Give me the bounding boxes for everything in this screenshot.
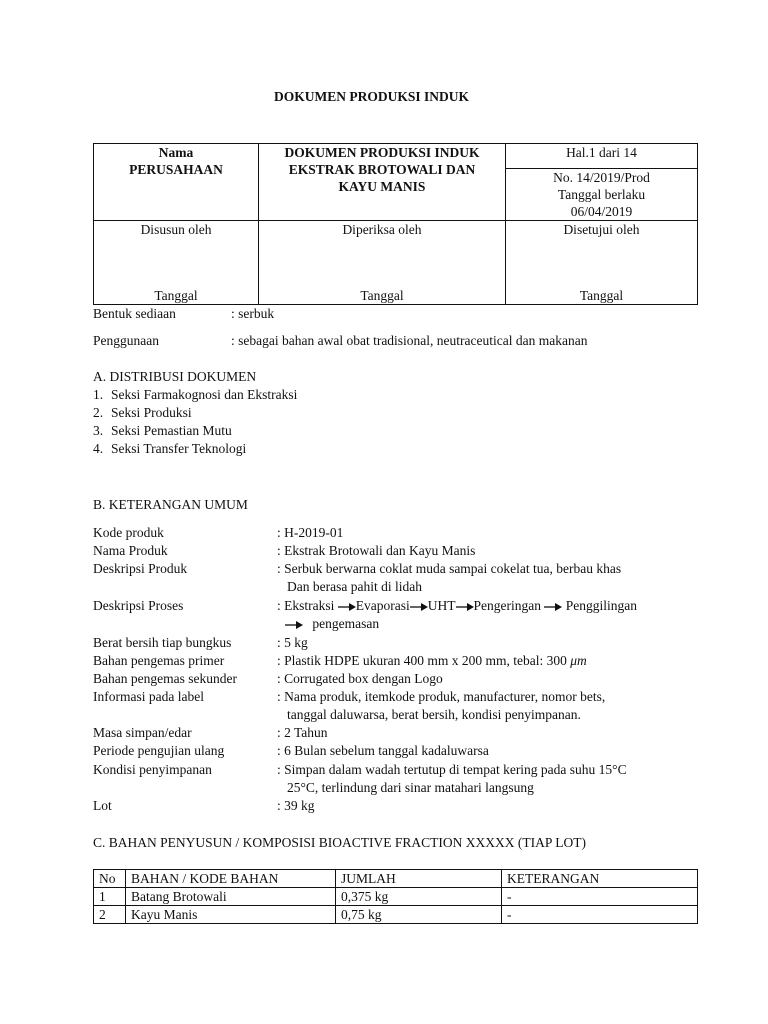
company-label-2: PERUSAHAAN (129, 162, 223, 177)
form-value: : serbuk (231, 306, 275, 321)
approved-date-label: Tanggal (579, 288, 624, 303)
list-item-num: 3. (93, 423, 104, 438)
document-title: DOKUMEN PRODUKSI INDUK (274, 89, 470, 104)
periode-value: : 6 Bulan sebelum tanggal kadaluwarsa (277, 743, 489, 758)
approved-by-cell (506, 221, 698, 305)
list-item-num: 4. (93, 441, 104, 456)
deskripsi-value-1: : Serbuk berwarna coklat muda sampai cokelat tua, berbau khas (277, 561, 622, 576)
prepared-by-cell (94, 221, 259, 305)
proses-step: Evaporasi (355, 598, 410, 613)
doc-number: No. 14/2019/Prod (553, 170, 650, 185)
berat-label: Berat bersih tiap bungkus (93, 635, 232, 650)
arrow-right-icon (410, 602, 428, 612)
nama-label: Nama Produk (93, 543, 168, 558)
table-row (94, 888, 698, 906)
doc-title-line-2: EKSTRAK BROTOWALI DAN (288, 162, 476, 177)
table-cell: 0,75 kg (336, 906, 502, 924)
table-cell: - (502, 888, 698, 906)
usage-value: : sebagai bahan awal obat tradisional, neutraceutical dan makanan (231, 333, 588, 348)
kondisi-label: Kondisi penyimpanan (93, 762, 212, 777)
doc-title-line-3: KAYU MANIS (338, 179, 426, 194)
arrow-right-icon (285, 620, 303, 630)
proses-label: Deskripsi Proses (93, 598, 184, 613)
proses-step: Penggilingan (565, 598, 637, 613)
table-header-row (94, 870, 698, 888)
label-info-value-1: : Nama produk, itemkode produk, manufacturer, nomor bets, (277, 689, 606, 704)
label-info-label: Informasi pada label (93, 689, 204, 704)
valid-date: 06/04/2019 (570, 204, 633, 219)
primer-value (277, 652, 587, 669)
column-header: No (94, 870, 126, 888)
proses-flow (277, 597, 637, 614)
table-cell: Batang Brotowali (126, 888, 336, 906)
table-cell: 0,375 kg (336, 888, 502, 906)
list-item-num: 2. (93, 405, 104, 420)
proses-prefix: : (277, 598, 285, 613)
column-header: BAHAN / KODE BAHAN (126, 870, 336, 888)
section-a-heading: A. DISTRIBUSI DOKUMEN (93, 369, 257, 384)
kode-label: Kode produk (93, 525, 164, 540)
composition-table (93, 869, 698, 924)
deskripsi-label: Deskripsi Produk (93, 561, 188, 576)
column-header: JUMLAH (336, 870, 502, 888)
company-label-1: Nama (158, 145, 194, 160)
nama-value: : Ekstrak Brotowali dan Kayu Manis (277, 543, 476, 558)
list-item: Seksi Farmakognosi dan Ekstraksi (111, 387, 298, 402)
list-item: Seksi Produksi (111, 405, 192, 420)
arrow-right-icon (338, 602, 356, 612)
arrow-right-icon (456, 602, 474, 612)
doc-title-cell (259, 144, 506, 221)
proses-flow-line-2 (285, 615, 379, 632)
kode-value: : H-2019-01 (277, 525, 344, 540)
table-cell: 2 (94, 906, 126, 924)
page-number-cell (506, 144, 698, 169)
table-cell: Kayu Manis (126, 906, 336, 924)
column-header: KETERANGAN (502, 870, 698, 888)
page-number: Hal.1 dari 14 (566, 145, 637, 160)
proses-step: Pengeringan (473, 598, 541, 613)
checked-by-cell (259, 221, 506, 305)
proses-step: UHT (427, 598, 456, 613)
kondisi-value-2: 25°C, terlindung dari sinar matahari langsung (287, 780, 534, 795)
deskripsi-value-2: Dan berasa pahit di lidah (287, 579, 422, 594)
masa-value: : 2 Tahun (277, 725, 328, 740)
sekunder-value: : Corrugated box dengan Logo (277, 671, 443, 686)
proses-step: Ekstraksi (284, 598, 335, 613)
list-item: Seksi Transfer Teknologi (111, 441, 247, 456)
doc-title-line-1: DOKUMEN PRODUKSI INDUK (284, 145, 480, 160)
header-table (93, 143, 698, 305)
valid-label: Tanggal berlaku (557, 187, 646, 202)
prepared-by-label: Disusun oleh (140, 222, 212, 237)
form-label: Bentuk sediaan (93, 306, 176, 321)
berat-value: : 5 kg (277, 635, 308, 650)
kondisi-value-1: : Simpan dalam wadah tertutup di tempat kering pada suhu 15°C (277, 762, 627, 777)
primer-unit: μm (570, 653, 587, 668)
proses-step: pengemasan (312, 616, 380, 631)
checked-by-label: Diperiksa oleh (342, 222, 422, 237)
doc-number-cell (506, 169, 698, 221)
usage-label: Penggunaan (93, 333, 159, 348)
primer-text: : Plastik HDPE ukuran 400 mm x 200 mm, tebal: 300 (277, 653, 571, 668)
company-cell (94, 144, 259, 221)
primer-label: Bahan pengemas primer (93, 653, 225, 668)
table-row (94, 906, 698, 924)
list-item-num: 1. (93, 387, 104, 402)
section-b-heading: B. KETERANGAN UMUM (93, 497, 248, 512)
checked-date-label: Tanggal (360, 288, 404, 303)
label-info-value-2: tanggal daluwarsa, berat bersih, kondisi penyimpanan. (287, 707, 581, 722)
list-item: Seksi Pemastian Mutu (111, 423, 232, 438)
table-cell: - (502, 906, 698, 924)
approved-by-label: Disetujui oleh (563, 222, 640, 237)
sekunder-label: Bahan pengemas sekunder (93, 671, 237, 686)
prepared-date-label: Tanggal (154, 288, 198, 303)
table-cell: 1 (94, 888, 126, 906)
lot-value: : 39 kg (277, 798, 315, 813)
arrow-right-icon (544, 602, 562, 612)
masa-label: Masa simpan/edar (93, 725, 192, 740)
lot-label: Lot (93, 798, 112, 813)
section-c-heading: C. BAHAN PENYUSUN / KOMPOSISI BIOACTIVE FRACTION XXXXX (TIAP LOT) (93, 835, 587, 850)
periode-label: Periode pengujian ulang (93, 743, 225, 758)
